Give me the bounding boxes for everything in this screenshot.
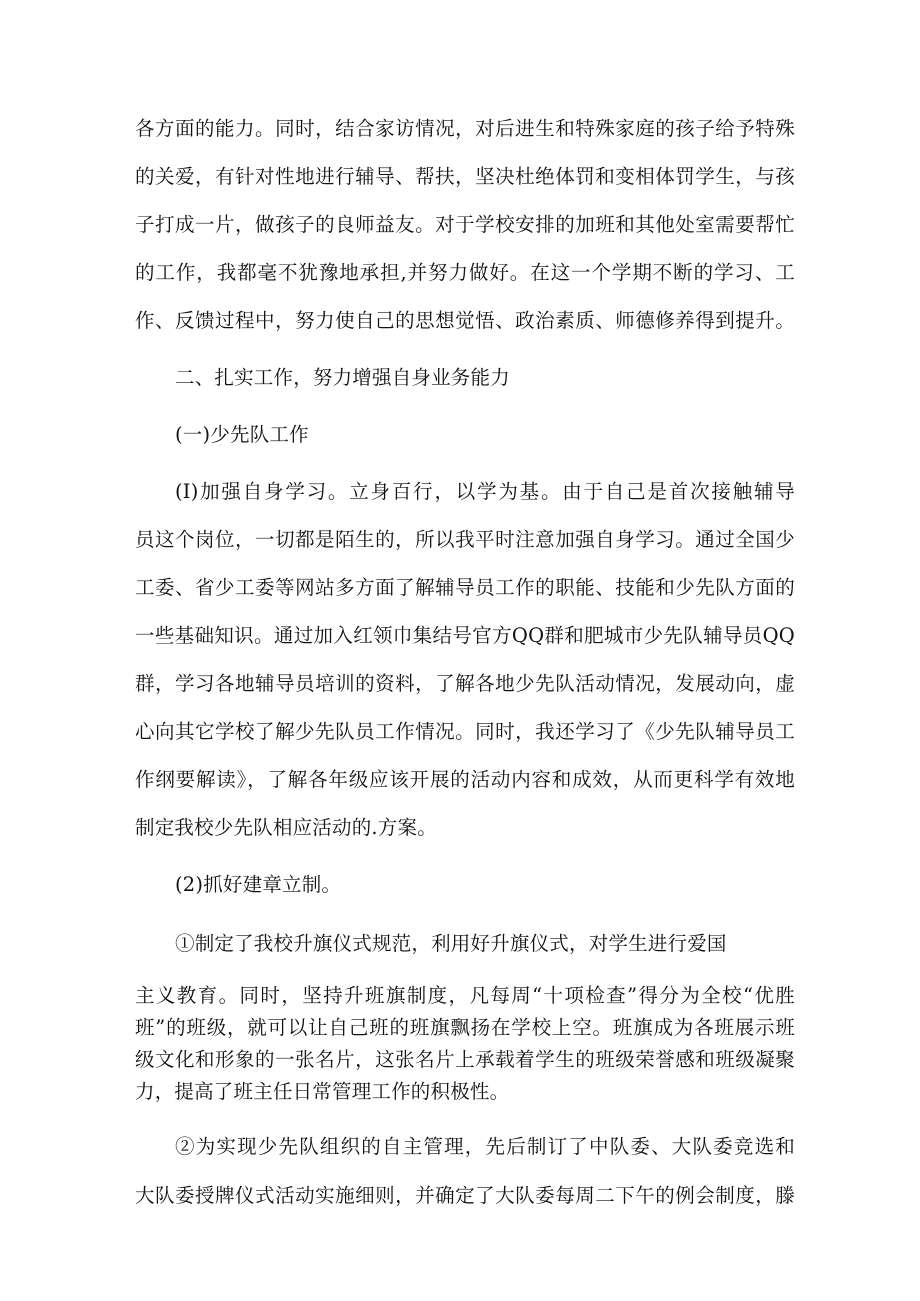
text-line: 的工作，我都毫不犹豫地承担,并努力做好。在这一个学期不断的学习、工: [135, 261, 795, 284]
text-line: (I)加强自身学习。立身百行，以学为基。由于自己是首次接触辅导: [175, 480, 795, 503]
text-line: 子打成一片，做孩子的良师益友。对于学校安排的加班和其他处室需要帮忙: [135, 213, 795, 236]
text-line: 工委、省少工委等网站多方面了解辅导员工作的职能、技能和少先队方面的: [135, 576, 795, 599]
subsection-heading: (一)少先队工作: [175, 423, 309, 446]
text-line: 心向其它学校了解少先队员工作情况。同时，我还学习了《少先队辅导员工: [135, 720, 795, 743]
text-line: 作、反馈过程中，努力使自己的思想觉悟、政治素质、师德修养得到提升。: [135, 309, 795, 332]
text-line: 员这个岗位，一切都是陌生的，所以我平时注意加强自身学习。通过全国少: [135, 528, 795, 551]
section-heading: 二、扎实工作，努力增强自身业务能力: [175, 366, 510, 389]
text-line: 制定我校少先队相应活动的.方案。: [135, 816, 437, 839]
text-line: 班”的班级，就可以让自己班的班旗飘扬在学校上空。班旗成为各班展示班: [135, 1016, 795, 1039]
text-line: 级文化和形象的一张名片，这张名片上承载着学生的班级荣誉感和班级凝聚: [135, 1048, 795, 1071]
text-line: 各方面的能力。同时，结合家访情况，对后进生和特殊家庭的孩子给予特殊: [135, 117, 795, 140]
text-line: 力，提高了班主任日常管理工作的积极性。: [135, 1080, 510, 1103]
text-line: 群，学习各地辅导员培训的资料，了解各地少先队活动情况，发展动向，虚: [135, 672, 795, 695]
text-line: 一些基础知识。通过加入红领巾集结号官方QQ群和肥城市少先队辅导员QQ: [135, 624, 795, 647]
text-line: 作纲要解读》，了解各年级应该开展的活动内容和成效，从而更科学有效地: [135, 768, 795, 791]
text-line: ①制定了我校升旗仪式规范，利用好升旗仪式，对学生进行爱国: [175, 932, 727, 955]
text-line: 的关爱，有针对性地进行辅导、帮扶，坚决杜绝体罚和变相体罚学生，与孩: [135, 165, 795, 188]
item-heading: (2)抓好建章立制。: [175, 873, 342, 896]
text-line: 大队委授牌仪式活动实施细则，并确定了大队委每周二下午的例会制度，滕: [135, 1184, 795, 1207]
text-line: ②为实现少先队组织的自主管理，先后制订了中队委、大队委竞选和: [175, 1135, 795, 1158]
text-line: 主义教育。同时，坚持升班旗制度，凡每周“十项检查”得分为全校“优胜: [135, 984, 795, 1007]
